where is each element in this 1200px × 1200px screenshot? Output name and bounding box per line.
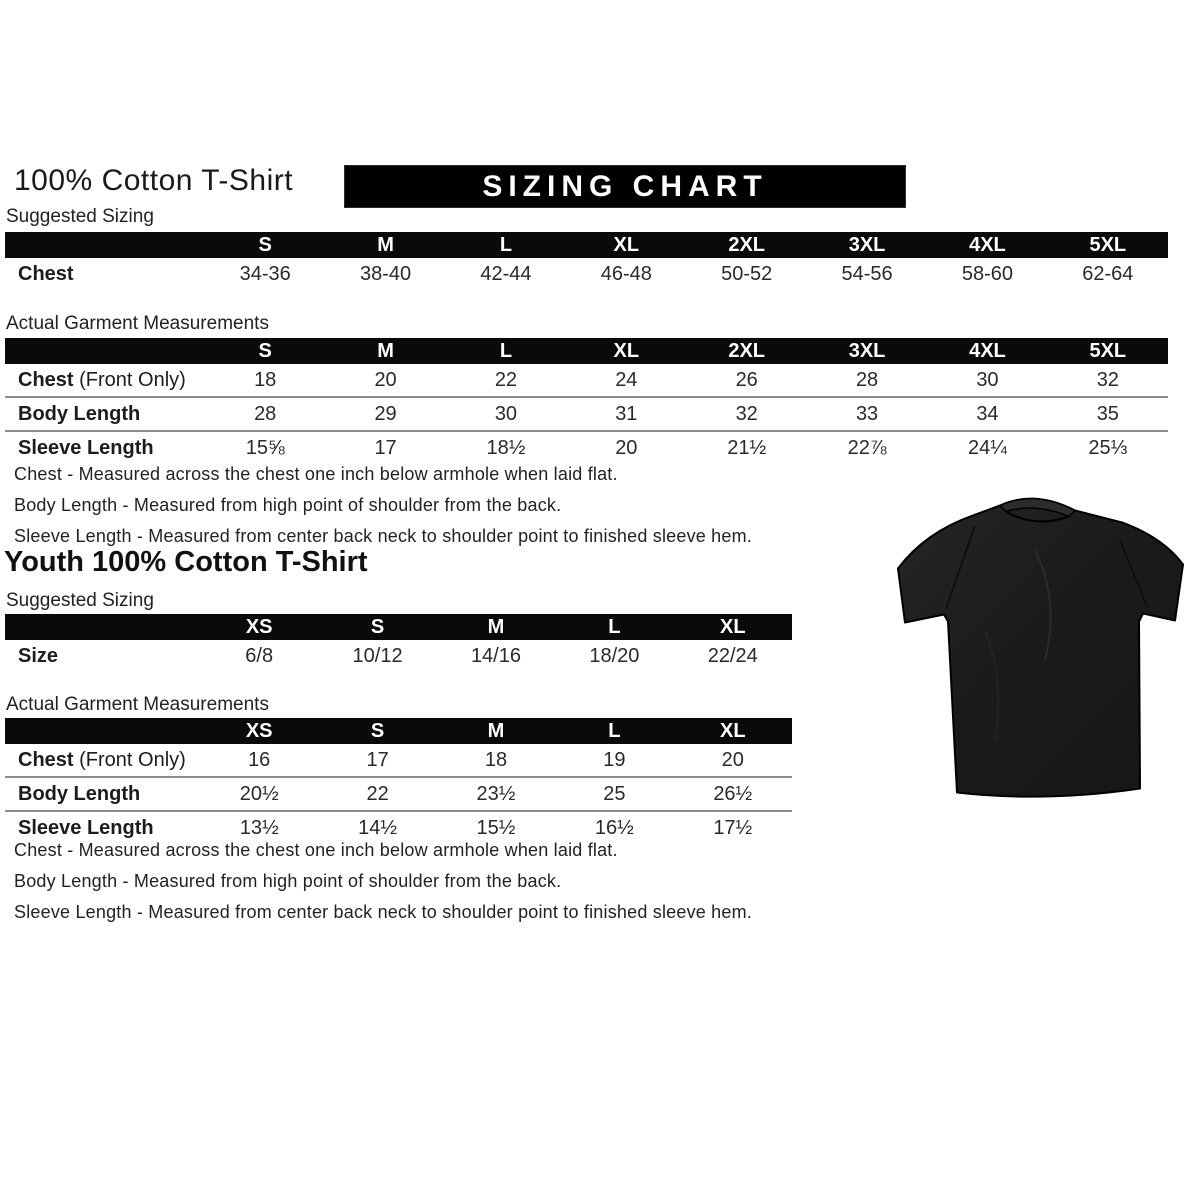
measurement-value-cell: 15½	[437, 811, 555, 844]
size-column-header: XL	[674, 614, 792, 640]
measurement-value-cell: 34-36	[239, 262, 291, 285]
size-column-header: 4XL	[927, 338, 1047, 364]
size-column-header: L	[446, 338, 566, 364]
size-column-header: XL	[566, 232, 686, 258]
row-label: Sleeve Length	[5, 811, 200, 844]
measurement-value-cell: 20½	[200, 777, 318, 811]
size-column-header: 4XL	[927, 232, 1047, 258]
measurement-value-cell: 18½	[446, 431, 566, 464]
measurement-value-cell: 16	[248, 748, 271, 771]
measurement-value-cell: 24¼	[927, 431, 1047, 464]
measurement-value-cell: 50-52	[721, 262, 773, 285]
size-column-header: S	[318, 718, 436, 744]
size-column-header: M	[437, 718, 555, 744]
measurement-value-cell: 30	[446, 397, 566, 431]
measurement-value-cell: 20	[566, 431, 686, 464]
table-row	[5, 744, 792, 777]
measurement-value-cell: 21½	[687, 431, 807, 464]
table-row	[5, 777, 792, 811]
measurement-value-cell: 28	[855, 368, 879, 391]
table-row	[5, 258, 1168, 290]
row-label: Chest (Front Only)	[18, 748, 186, 771]
adult-measurement-notes	[14, 464, 814, 557]
measurement-value-cell: 30	[976, 368, 999, 391]
measurement-value-cell: 26½	[674, 777, 792, 811]
row-label-suffix: (Front Only)	[73, 368, 186, 391]
measurement-value-cell: 17½	[674, 811, 792, 844]
size-column-header: L	[555, 614, 673, 640]
size-column-header: 2XL	[687, 338, 807, 364]
size-column-header: S	[318, 614, 436, 640]
table-row	[5, 431, 1168, 464]
row-label: Chest (Front Only)	[18, 368, 186, 391]
measurement-value-cell: 32	[1096, 368, 1119, 391]
measurement-value-cell: 15⅝	[205, 431, 325, 464]
youth-measurement-notes	[14, 840, 814, 933]
adult-suggested-sizing-label: Suggested Sizing	[6, 206, 154, 227]
table-row	[5, 397, 1168, 431]
size-column-header: 5XL	[1048, 338, 1168, 364]
size-column-header: 5XL	[1048, 232, 1168, 258]
measurement-value-cell: 18/20	[589, 644, 640, 667]
table-row	[5, 640, 792, 672]
measurement-value-cell: 58-60	[961, 262, 1014, 285]
size-column-header: XL	[674, 718, 792, 744]
adult-actual-measurements-label: Actual Garment Measurements	[6, 313, 269, 334]
black-tshirt-product-image	[885, 478, 1195, 813]
size-column-header: XS	[200, 718, 318, 744]
size-column-header-spacer	[5, 232, 205, 258]
tshirt-body	[898, 499, 1183, 797]
measurement-note: Body Length - Measured from high point of shoulder from the back.	[14, 495, 562, 515]
size-column-header-spacer	[5, 718, 200, 744]
measurement-value-cell: 24	[615, 368, 638, 391]
adult-suggested-sizing-table	[5, 232, 1168, 290]
measurement-value-cell: 10/12	[352, 644, 403, 667]
size-table	[5, 614, 792, 672]
measurement-value-cell: 28	[205, 397, 325, 431]
tshirt-illustration	[885, 478, 1195, 813]
size-column-header: XS	[200, 614, 318, 640]
size-column-header: M	[325, 338, 445, 364]
size-table	[5, 338, 1168, 464]
measurement-value-cell: 16½	[555, 811, 673, 844]
size-column-header: XL	[566, 338, 686, 364]
youth-suggested-sizing-table	[5, 614, 792, 672]
size-column-header: 3XL	[807, 338, 927, 364]
row-label: Body Length	[5, 777, 200, 811]
measurement-value-cell: 26	[735, 368, 758, 391]
measurement-value-cell: 29	[325, 397, 445, 431]
measurement-value-cell: 6/8	[245, 644, 274, 667]
measurement-value-cell: 18	[484, 748, 508, 771]
measurement-value-cell: 20	[374, 368, 397, 391]
measurement-value-cell: 23½	[437, 777, 555, 811]
measurement-value-cell: 14/16	[470, 644, 521, 667]
size-table	[5, 232, 1168, 290]
size-column-header: M	[437, 614, 555, 640]
measurement-note: Chest - Measured across the chest one inch below armhole when laid flat.	[14, 464, 618, 484]
measurement-value-cell: 32	[687, 397, 807, 431]
youth-actual-measurements-table	[5, 718, 792, 844]
measurement-value-cell: 31	[566, 397, 686, 431]
measurement-value-cell: 25⅓	[1048, 431, 1168, 464]
measurement-value-cell: 46-48	[600, 262, 652, 285]
size-column-header: S	[205, 338, 325, 364]
measurement-value-cell: 42-44	[480, 262, 532, 285]
size-column-header: 3XL	[807, 232, 927, 258]
measurement-value-cell: 25	[555, 777, 673, 811]
measurement-value-cell: 22⅞	[807, 431, 927, 464]
measurement-value-cell: 17	[325, 431, 445, 464]
measurement-value-cell: 13½	[200, 811, 318, 844]
measurement-note: Chest - Measured across the chest one inch below armhole when laid flat.	[14, 840, 618, 860]
measurement-value-cell: 19	[603, 748, 626, 771]
measurement-note: Sleeve Length - Measured from center back neck to shoulder point to finished sleeve hem.	[14, 902, 753, 922]
measurement-value-cell: 18	[254, 368, 277, 391]
size-column-header: L	[446, 232, 566, 258]
size-column-header: L	[555, 718, 673, 744]
measurement-note: Body Length - Measured from high point of shoulder from the back.	[14, 871, 562, 891]
size-column-header: 2XL	[687, 232, 807, 258]
adult-actual-measurements-table	[5, 338, 1168, 464]
row-label: Body Length	[5, 397, 205, 431]
size-table	[5, 718, 792, 844]
measurement-value-cell: 22	[318, 777, 436, 811]
sizing-chart-banner: SIZING CHART	[345, 166, 905, 207]
measurement-value-cell: 35	[1048, 397, 1168, 431]
size-column-header: S	[205, 232, 325, 258]
youth-section-title: Youth 100% Cotton T-Shirt	[4, 546, 368, 578]
size-column-header-spacer	[5, 614, 200, 640]
measurement-value-cell: 22	[494, 368, 518, 391]
measurement-value-cell: 54-56	[841, 262, 893, 285]
page-title: 100% Cotton T-Shirt	[14, 164, 294, 197]
size-column-header: M	[325, 232, 445, 258]
size-column-header-spacer	[5, 338, 205, 364]
measurement-value-cell: 62-64	[1082, 262, 1134, 285]
youth-suggested-sizing-label: Suggested Sizing	[6, 590, 154, 611]
measurement-note: Sleeve Length - Measured from center back neck to shoulder point to finished sleeve hem.	[14, 526, 753, 546]
table-row	[5, 364, 1168, 397]
row-label-suffix: (Front Only)	[73, 748, 186, 771]
row-label: Chest	[18, 262, 74, 285]
measurement-value-cell: 33	[807, 397, 927, 431]
measurement-value-cell: 20	[721, 748, 744, 771]
measurement-value-cell: 17	[366, 748, 389, 771]
youth-actual-measurements-label: Actual Garment Measurements	[6, 694, 269, 715]
measurement-value-cell: 34	[927, 397, 1047, 431]
row-label: Sleeve Length	[5, 431, 205, 464]
measurement-value-cell: 38-40	[359, 262, 412, 285]
row-label: Size	[18, 644, 59, 667]
measurement-value-cell: 14½	[318, 811, 436, 844]
measurement-value-cell: 22/24	[707, 644, 758, 667]
